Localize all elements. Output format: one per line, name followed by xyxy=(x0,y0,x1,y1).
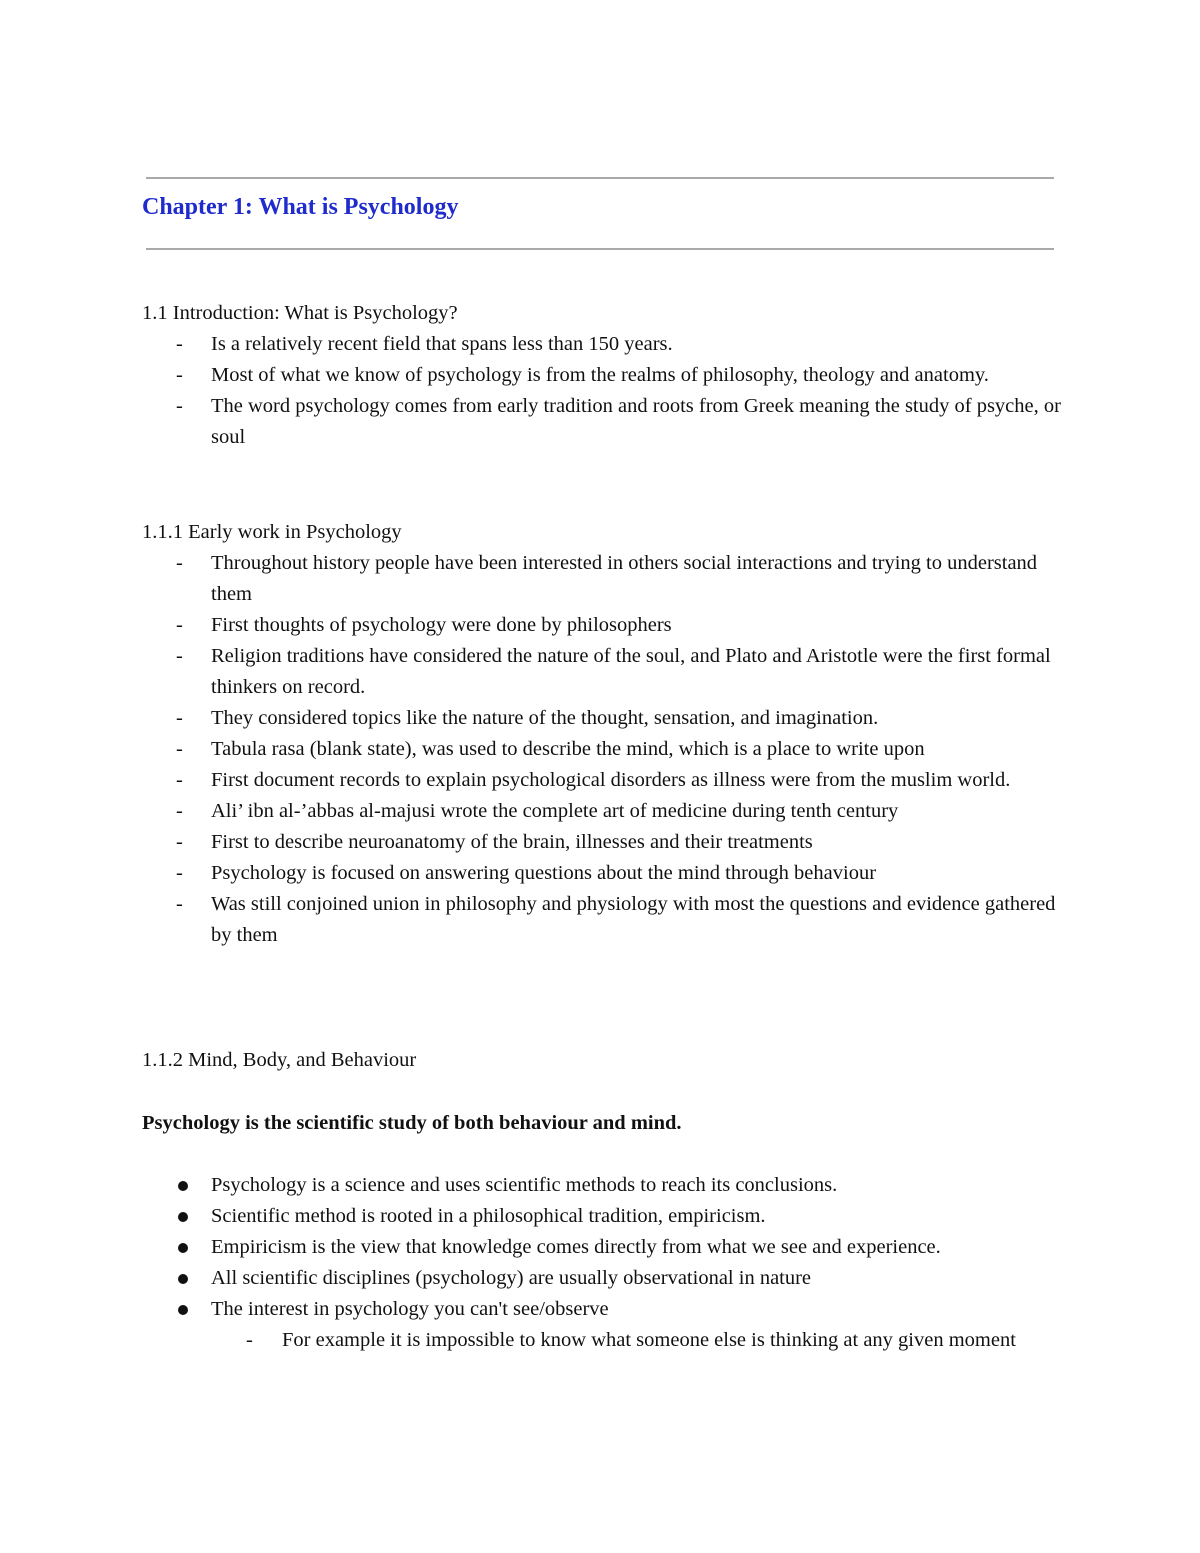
dash-marker: - xyxy=(176,800,183,822)
section-intro-list xyxy=(142,329,1062,453)
list-item: - First thoughts of psychology were done by philosophers xyxy=(142,610,1062,641)
list-item: Scientific method is rooted in a philosophical tradition, empiricism. xyxy=(142,1201,1062,1232)
list-item: All scientific disciplines (psychology) are usually observational in nature xyxy=(142,1263,1062,1294)
section-mind-bullets xyxy=(142,1170,1062,1325)
list-item: - Was still conjoined union in philosophy and physiology with most the questions and evidence gathered by them xyxy=(142,889,1062,951)
dash-marker: - xyxy=(176,831,183,853)
list-item: Empiricism is the view that knowledge comes directly from what we see and experience. xyxy=(142,1232,1062,1263)
section-mind-sub-list xyxy=(212,1325,1052,1356)
list-item: - For example it is impossible to know what someone else is thinking at any given moment xyxy=(212,1325,1052,1356)
list-item: Psychology is a science and uses scientific methods to reach its conclusions. xyxy=(142,1170,1062,1201)
list-item: - First document records to explain psychological disorders as illness were from the muslim world. xyxy=(142,765,1062,796)
definition-statement: Psychology is the scientific study of both behaviour and mind. xyxy=(142,1112,682,1134)
list-item: - Tabula rasa (blank state), was used to describe the mind, which is a place to write upon xyxy=(142,734,1062,765)
dash-marker: - xyxy=(176,614,183,636)
section-early-list xyxy=(142,548,1062,951)
list-item: - Throughout history people have been interested in others social interactions and trying to understand them xyxy=(142,548,1062,610)
chapter-title: Chapter 1: What is Psychology xyxy=(142,194,459,220)
list-item: - Religion traditions have considered the nature of the soul, and Plato and Aristotle were the first formal thinkers on record. xyxy=(142,641,1062,703)
section-early-heading: 1.1.1 Early work in Psychology xyxy=(142,521,402,543)
section-mind-heading: 1.1.2 Mind, Body, and Behaviour xyxy=(142,1049,417,1071)
dash-marker: - xyxy=(176,893,183,915)
list-item: - They considered topics like the nature of the thought, sensation, and imagination. xyxy=(142,703,1062,734)
bottom-divider xyxy=(146,248,1054,250)
list-item: - The word psychology comes from early tradition and roots from Greek meaning the study of psyche, or soul xyxy=(142,391,1062,453)
section-intro-heading: 1.1 Introduction: What is Psychology? xyxy=(142,302,458,324)
dash-marker: - xyxy=(176,645,183,667)
bullet-icon xyxy=(178,1274,188,1284)
bullet-icon xyxy=(178,1212,188,1222)
bullet-icon xyxy=(178,1305,188,1315)
list-item: - Is a relatively recent field that spans less than 150 years. xyxy=(142,329,1062,360)
dash-marker: - xyxy=(176,862,183,884)
list-item: The interest in psychology you can't see/observe xyxy=(142,1294,1062,1325)
top-divider xyxy=(146,177,1054,179)
bullet-icon xyxy=(178,1181,188,1191)
dash-marker: - xyxy=(176,364,183,386)
dash-marker: - xyxy=(176,395,183,417)
dash-marker: - xyxy=(246,1329,253,1351)
dash-marker: - xyxy=(176,552,183,574)
list-item: - Most of what we know of psychology is from the realms of philosophy, theology and anatomy. xyxy=(142,360,1062,391)
dash-marker: - xyxy=(176,769,183,791)
dash-marker: - xyxy=(176,738,183,760)
dash-marker: - xyxy=(176,333,183,355)
list-item: - First to describe neuroanatomy of the brain, illnesses and their treatments xyxy=(142,827,1062,858)
list-item: - Ali’ ibn al-’abbas al-majusi wrote the complete art of medicine during tenth century xyxy=(142,796,1062,827)
dash-marker: - xyxy=(176,707,183,729)
bullet-icon xyxy=(178,1243,188,1253)
list-item: - Psychology is focused on answering questions about the mind through behaviour xyxy=(142,858,1062,889)
